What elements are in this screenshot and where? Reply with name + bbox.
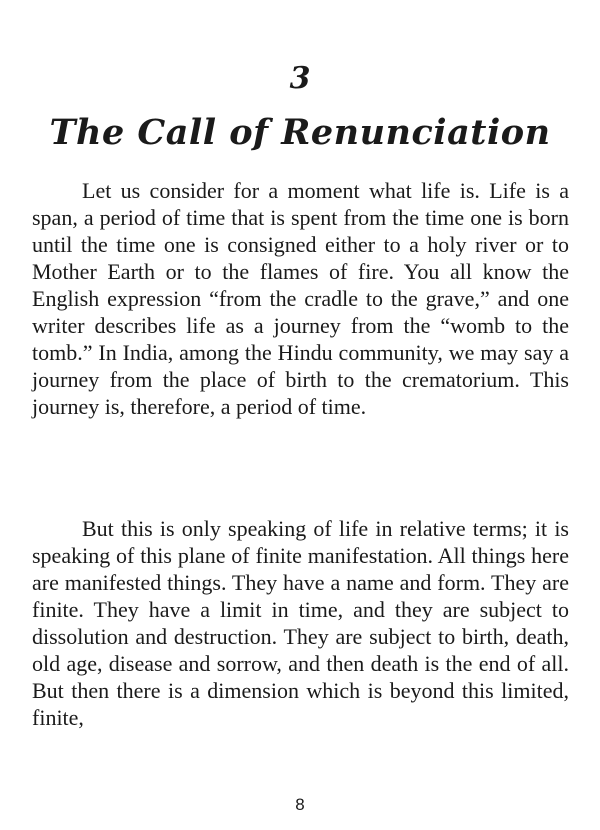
page-number: 8: [295, 795, 305, 814]
paragraph: Let us consider for a moment what life is. Life is a span, a period of time that is spent from the time one is born until the time one is consigned either to a holy river or to Mother Earth or to the flames of fire. You all know the English expression “from the cradle to the grave,” and one writer describes life as a journey from the “womb to the tomb.” In India, among the Hindu community, we may say a journey from the place of birth to the crematorium. This journey is, therefore, a period of time.: [32, 178, 569, 419]
paragraph: But this is only speaking of life in relative terms; it is speaking of this plane of finite manifestation. All things here are manifested things. They have a name and form. They are finite. They have a limit in time, and they are subject to dissolution and destruction. They are subject to birth, death, old age, disease and sorrow, and then death is the end of all. But then there is a dimension which is beyond this limited, finite,: [32, 516, 569, 730]
chapter-title: The Call of Renunciation: [49, 112, 551, 153]
chapter-number: 3: [289, 61, 311, 96]
